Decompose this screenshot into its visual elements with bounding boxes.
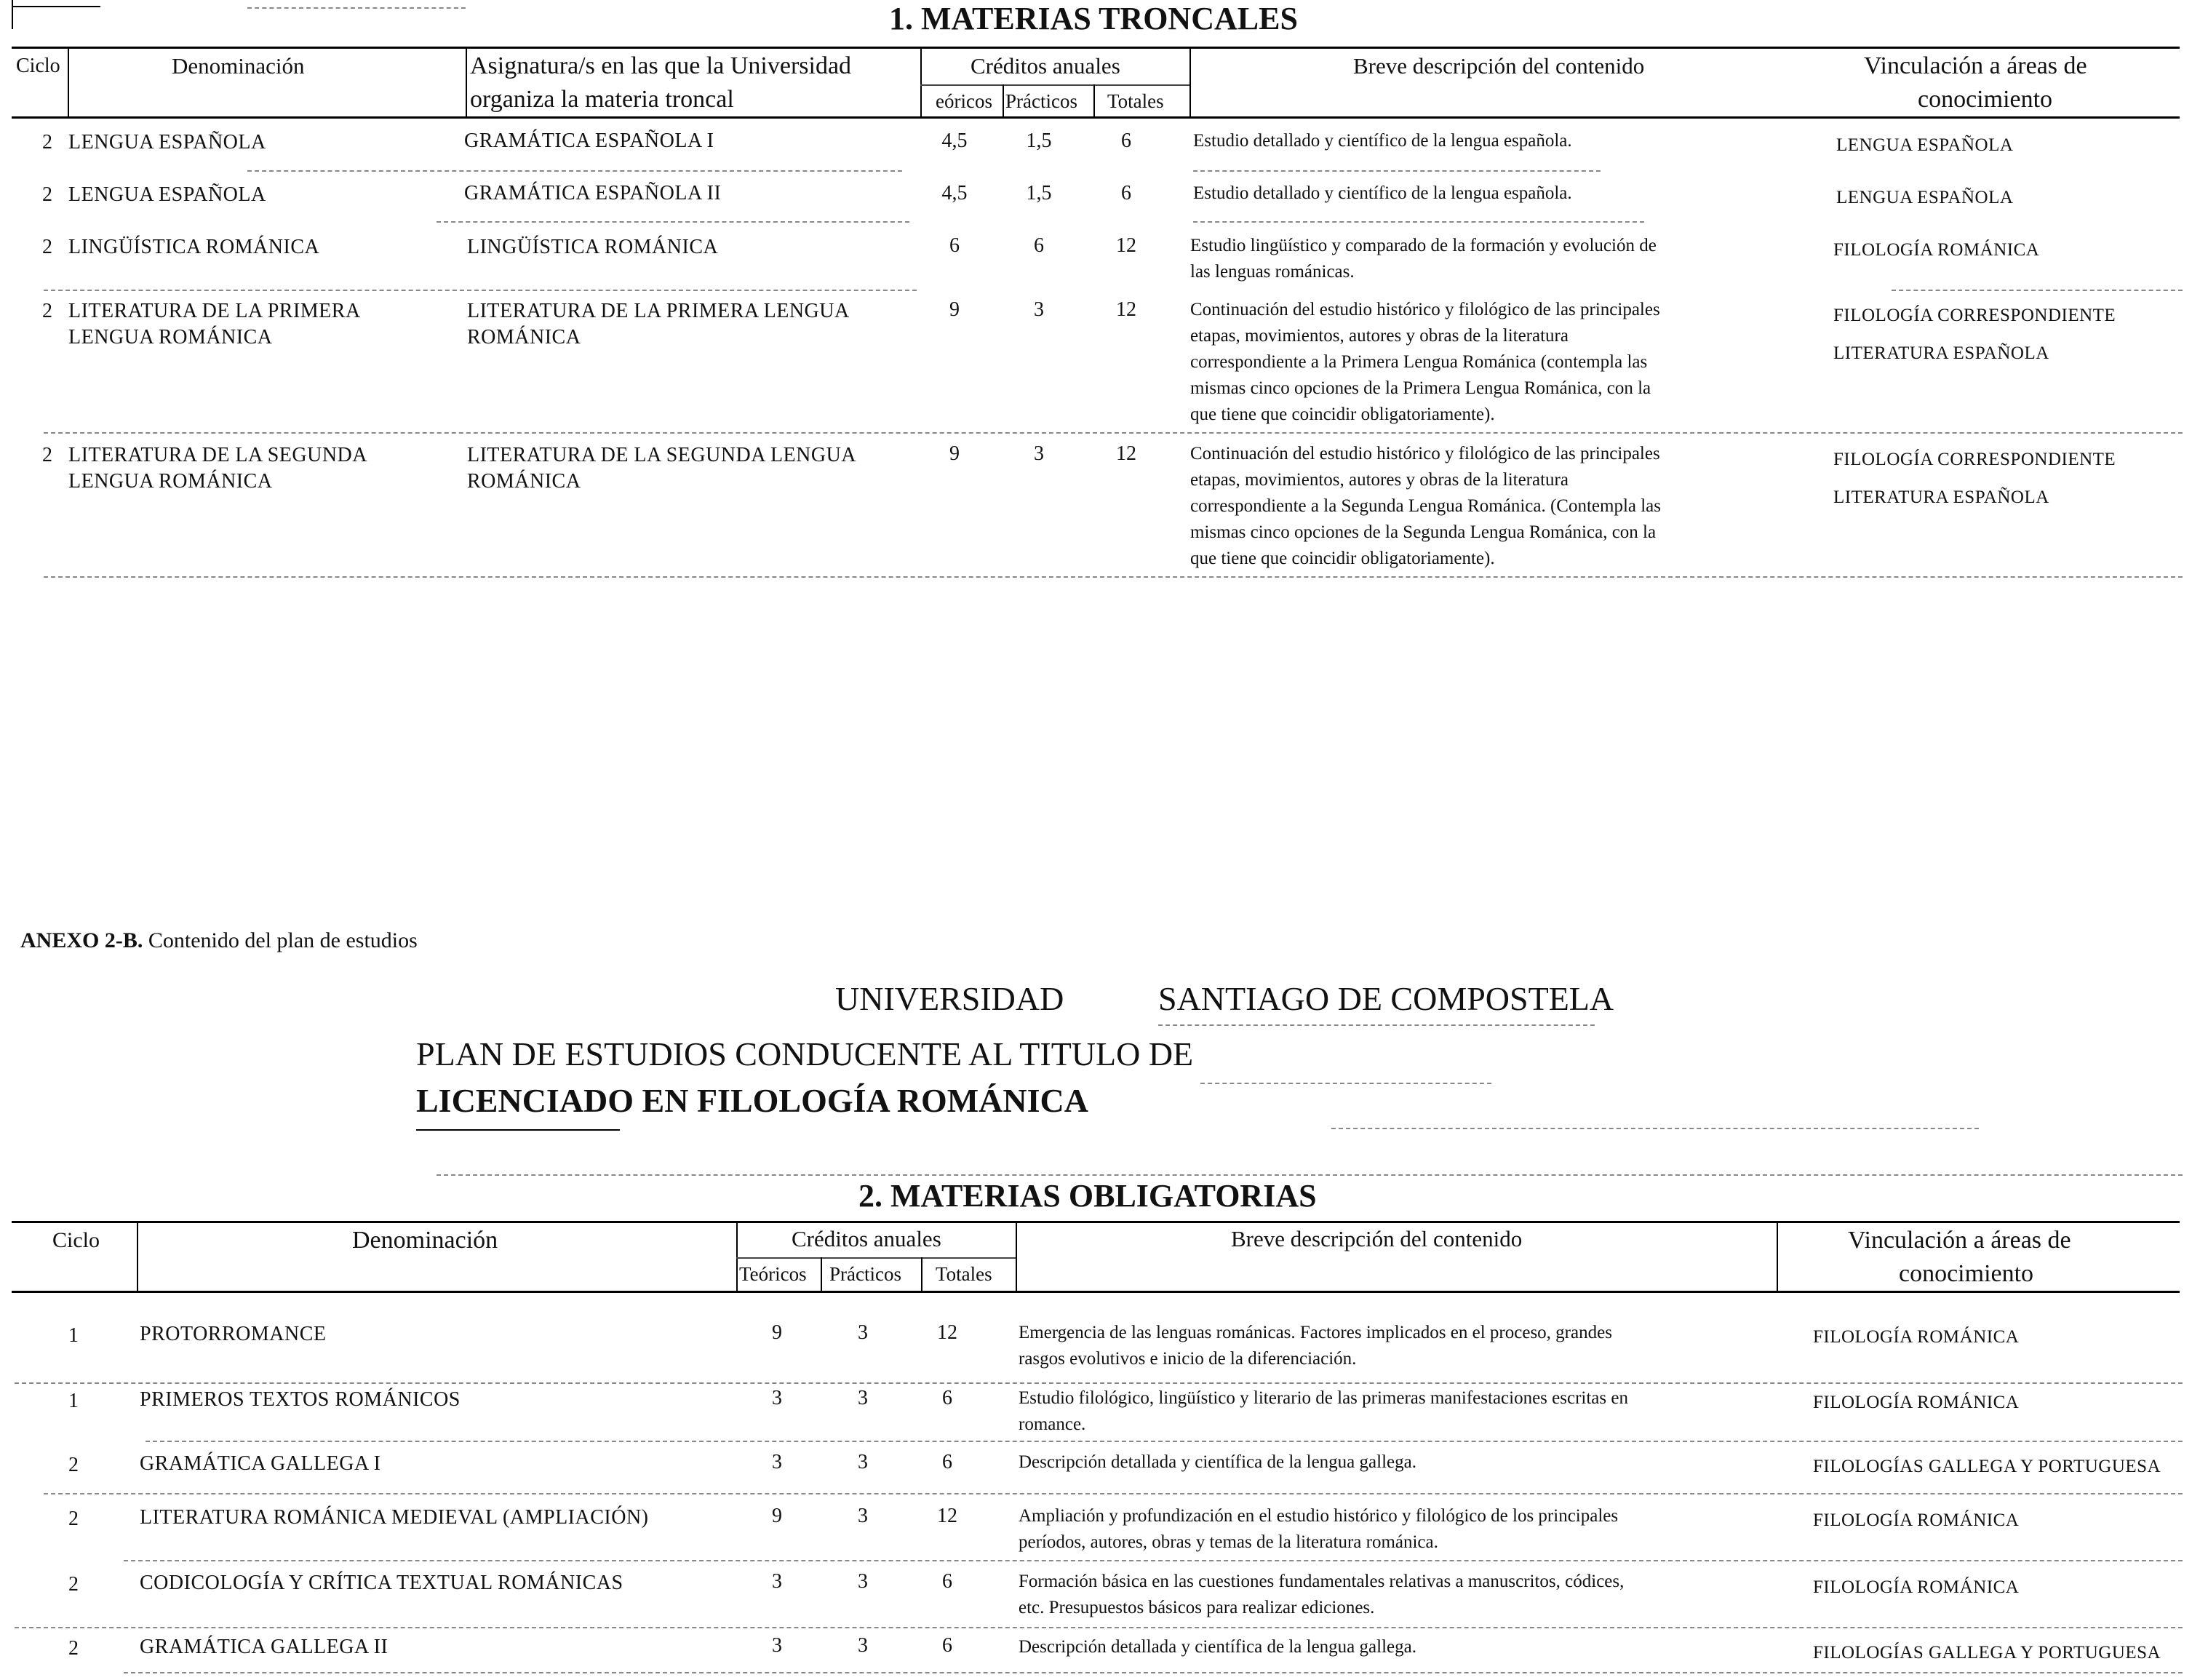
- header-creditos: Créditos anuales: [971, 53, 1120, 79]
- troncales-col-sep: [1093, 84, 1095, 118]
- row-separator: [1193, 221, 1644, 223]
- row-teoricos: 3: [772, 1634, 782, 1657]
- row-descripcion: Emergencia de las lenguas románicas. Factores implicados en el proceso, grandes rasgos evolutivos e inicio de la diferenciación.: [1019, 1323, 1612, 1369]
- row-practicos: 3: [858, 1451, 868, 1473]
- obligatorias-header-top-rule: [12, 1221, 2180, 1223]
- row-denominacion: LITERATURA ROMÁNICA MEDIEVAL (AMPLIACIÓN): [140, 1506, 649, 1529]
- row-separator: [1193, 170, 1601, 172]
- row-denominacion: GRAMÁTICA GALLEGA I: [140, 1452, 381, 1475]
- row-descripcion: Estudio filológico, lingüístico y literario de las primeras manifestaciones escritas en romance.: [1019, 1388, 1628, 1434]
- troncales-col-sep: [920, 48, 922, 118]
- troncales-col-sep: [1189, 48, 1191, 118]
- row-area: FILOLOGÍA ROMÁNICA: [1813, 1510, 2020, 1530]
- row-separator: [124, 1560, 2183, 1561]
- row-practicos: 3: [858, 1570, 868, 1593]
- row-ciclo: 2: [42, 236, 52, 258]
- row-teoricos: 6: [949, 234, 960, 257]
- row-descripcion: Descripción detallada y científica de la lengua gallega.: [1019, 1637, 1416, 1657]
- row-teoricos: 9: [772, 1505, 782, 1527]
- row-ciclo: 2: [68, 1637, 79, 1660]
- header-totales: Totales: [936, 1263, 992, 1285]
- row-separator: [15, 1627, 2183, 1628]
- row-area: FILOLOGÍA CORRESPONDIENTE: [1833, 450, 2116, 469]
- universidad-underline: [1158, 1024, 1595, 1026]
- row-totales: 12: [937, 1321, 957, 1344]
- row-totales: 6: [1121, 130, 1131, 152]
- anexo-label: ANEXO 2-B.: [20, 928, 143, 952]
- row-separator: [437, 221, 909, 223]
- row-asignatura: GRAMÁTICA ESPAÑOLA I: [464, 130, 714, 152]
- plan-degree: LICENCIADO EN FILOLOGÍA ROMÁNICA: [416, 1082, 1088, 1119]
- row-totales: 6: [942, 1387, 952, 1409]
- row-denominacion: CODICOLOGÍA Y CRÍTICA TEXTUAL ROMÁNICAS: [140, 1572, 623, 1594]
- troncales-header-bottom-rule: [12, 116, 2180, 119]
- header-asignatura: Asignatura/s en las que la Universidad: [470, 52, 852, 79]
- header-descripcion: Breve descripción del contenido: [1353, 53, 1645, 79]
- row-separator: [15, 1382, 2183, 1384]
- row-separator: [44, 290, 917, 291]
- row-teoricos: 9: [949, 298, 960, 321]
- row-practicos: 3: [858, 1505, 868, 1527]
- row-descripcion: Ampliación y profundización en el estudio histórico y filológico de los principales períodos, autores, obras y temas de la literatura románica.: [1019, 1506, 1619, 1552]
- row-separator: [44, 1493, 2183, 1494]
- row-teoricos: 3: [772, 1570, 782, 1593]
- row-area: FILOLOGÍA ROMÁNICA: [1813, 1393, 2020, 1412]
- row-asignatura: LINGÜÍSTICA ROMÁNICA: [467, 236, 719, 258]
- obligatorias-col-sep: [921, 1257, 922, 1292]
- row-practicos: 1,5: [1026, 130, 1052, 152]
- row-totales: 12: [1116, 442, 1136, 465]
- header-teoricos: eóricos: [936, 90, 992, 112]
- row-descripcion: Continuación del estudio histórico y filológico de las principales etapas, movimientos, autores y obras de la literatura correspondiente a la Primera Lengua Románica (contempla las mismas cinco opciones de la Primera Lengua Románica, con la que tiene que coincidir obligatoriamente).: [1190, 300, 1660, 424]
- obligatorias-col-sep: [1777, 1222, 1778, 1292]
- left-tick: [12, 0, 13, 29]
- row-ciclo: 2: [68, 1454, 79, 1476]
- header-practicos: Prácticos: [1005, 90, 1077, 112]
- row-teoricos: 3: [772, 1387, 782, 1409]
- row-denominacion: PRIMEROS TEXTOS ROMÁNICOS: [140, 1388, 461, 1411]
- row-ciclo: 2: [68, 1573, 79, 1596]
- row-area-secondary: LITERATURA ESPAÑOLA: [1833, 487, 2049, 507]
- row-practicos: 3: [1034, 442, 1044, 465]
- row-descripcion: Estudio detallado y científico de la lengua española.: [1193, 131, 1572, 151]
- anexo-text: Contenido del plan de estudios: [148, 928, 418, 952]
- troncales-col-sep: [466, 48, 467, 118]
- row-denominacion: LENGUA ESPAÑOLA: [68, 183, 266, 206]
- row-teoricos: 4,5: [941, 182, 968, 204]
- anexo-line: [20, 928, 418, 953]
- row-denominacion: GRAMÁTICA GALLEGA II: [140, 1636, 388, 1658]
- row-asignatura: LITERATURA DE LA PRIMERA LENGUA ROMÁNICA: [467, 300, 850, 349]
- obligatorias-creditos-sub-rule: [736, 1257, 1016, 1259]
- troncales-col-sep: [68, 48, 69, 118]
- row-separator: [44, 576, 2183, 578]
- row-area: LENGUA ESPAÑOLA: [1836, 135, 2014, 155]
- row-separator: [124, 1672, 2183, 1673]
- row-asignatura: GRAMÁTICA ESPAÑOLA II: [464, 182, 722, 204]
- row-ciclo: 1: [68, 1390, 79, 1412]
- header-teoricos: Teóricos: [739, 1263, 807, 1285]
- plan-title: PLAN DE ESTUDIOS CONDUCENTE AL TITULO DE: [416, 1035, 1194, 1072]
- plan-underline-mid: [1200, 1083, 1491, 1084]
- header-practicos: Prácticos: [829, 1263, 901, 1285]
- row-area: FILOLOGÍA ROMÁNICA: [1813, 1327, 2020, 1347]
- universidad-name: SANTIAGO DE COMPOSTELA: [1158, 980, 1614, 1017]
- row-totales: 6: [1121, 182, 1131, 204]
- row-totales: 12: [937, 1505, 957, 1527]
- row-ciclo: 2: [42, 183, 52, 206]
- row-area: FILOLOGÍAS GALLEGA Y PORTUGUESA: [1813, 1643, 2161, 1663]
- troncales-title: 1. MATERIAS TRONCALES: [889, 1, 1298, 36]
- row-area: FILOLOGÍA ROMÁNICA: [1813, 1577, 2020, 1597]
- obligatorias-top-dash: [437, 1174, 2183, 1176]
- row-denominacion: LITERATURA DE LA PRIMERA LENGUA ROMÁNICA: [68, 300, 361, 349]
- row-teoricos: 3: [772, 1451, 782, 1473]
- top-dash: [247, 7, 466, 9]
- row-area: LENGUA ESPAÑOLA: [1836, 188, 2014, 207]
- row-descripcion: Continuación del estudio histórico y filológico de las principales etapas, movimientos, autores y obras de la literatura correspondiente a la Segunda Lengua Románica. (Contempla las mismas cinco opciones de la Segunda Lengua Románica, con la que tiene que coincidir obligatoriamente).: [1190, 444, 1662, 568]
- row-teoricos: 4,5: [941, 130, 968, 152]
- row-teoricos: 9: [949, 442, 960, 465]
- row-denominacion: LENGUA ESPAÑOLA: [68, 131, 266, 154]
- row-ciclo: 2: [42, 300, 52, 322]
- header-vinculacion: Vinculación a áreas de: [1848, 1227, 2071, 1254]
- top-rule-left: [13, 6, 100, 7]
- row-separator: [146, 1441, 2183, 1442]
- row-asignatura: LITERATURA DE LA SEGUNDA LENGUA ROMÁNICA: [467, 444, 857, 493]
- troncales-header-top-rule: [12, 47, 2180, 49]
- header-ciclo: Ciclo: [52, 1228, 100, 1252]
- obligatorias-col-sep: [1016, 1222, 1017, 1292]
- row-totales: 6: [942, 1570, 952, 1593]
- header-asignatura-2: organiza la materia troncal: [470, 86, 734, 113]
- row-totales: 6: [942, 1451, 952, 1473]
- universidad-label: UNIVERSIDAD: [835, 980, 1064, 1017]
- row-practicos: 3: [1034, 298, 1044, 321]
- row-descripcion: Estudio detallado y científico de la lengua española.: [1193, 183, 1572, 203]
- header-creditos: Créditos anuales: [792, 1226, 941, 1251]
- row-practicos: 6: [1034, 234, 1044, 257]
- row-descripcion: Estudio lingüístico y comparado de la formación y evolución de las lenguas románicas.: [1190, 236, 1657, 282]
- obligatorias-col-sep: [821, 1257, 822, 1292]
- row-denominacion: PROTORROMANCE: [140, 1323, 327, 1345]
- header-denominacion: Denominación: [172, 53, 305, 79]
- row-practicos: 3: [858, 1634, 868, 1657]
- row-denominacion: LINGÜÍSTICA ROMÁNICA: [68, 236, 320, 258]
- row-descripcion: Descripción detallada y científica de la lengua gallega.: [1019, 1452, 1416, 1472]
- header-vinculacion-2: conocimiento: [1899, 1260, 2034, 1287]
- row-ciclo: 2: [42, 131, 52, 154]
- troncales-col-sep: [1003, 84, 1004, 118]
- row-separator: [247, 170, 902, 172]
- row-descripcion: Formación básica en las cuestiones fundamentales relativas a manuscritos, códices, etc. Presupuestos básicos para realizar ediciones.: [1019, 1572, 1625, 1617]
- row-practicos: 3: [858, 1321, 868, 1344]
- row-teoricos: 9: [772, 1321, 782, 1344]
- row-practicos: 3: [858, 1387, 868, 1409]
- row-separator: [1892, 290, 2183, 291]
- row-ciclo: 1: [68, 1324, 79, 1347]
- row-ciclo: 2: [42, 444, 52, 466]
- row-totales: 12: [1116, 234, 1136, 257]
- plan-underline: [416, 1129, 620, 1131]
- header-denominacion: Denominación: [352, 1227, 498, 1254]
- troncales-creditos-sub-rule: [920, 84, 1189, 86]
- header-vinculacion-2: conocimiento: [1918, 86, 2053, 113]
- row-area: FILOLOGÍA CORRESPONDIENTE: [1833, 306, 2116, 325]
- obligatorias-col-sep: [137, 1222, 138, 1292]
- plan-underline-right: [1331, 1128, 1979, 1129]
- row-area-secondary: LITERATURA ESPAÑOLA: [1833, 343, 2049, 363]
- row-totales: 6: [942, 1634, 952, 1657]
- header-ciclo: Ciclo: [16, 55, 60, 77]
- row-area: FILOLOGÍAS GALLEGA Y PORTUGUESA: [1813, 1457, 2161, 1476]
- obligatorias-title: 2. MATERIAS OBLIGATORIAS: [858, 1178, 1317, 1214]
- header-descripcion: Breve descripción del contenido: [1231, 1226, 1523, 1251]
- header-totales: Totales: [1107, 90, 1164, 112]
- header-vinculacion: Vinculación a áreas de: [1864, 52, 2087, 79]
- row-totales: 12: [1116, 298, 1136, 321]
- row-ciclo: 2: [68, 1508, 79, 1530]
- row-denominacion: LITERATURA DE LA SEGUNDA LENGUA ROMÁNICA: [68, 444, 367, 493]
- obligatorias-header-bottom-rule: [12, 1291, 2180, 1293]
- row-practicos: 1,5: [1026, 182, 1052, 204]
- row-separator: [44, 432, 2183, 434]
- row-area: FILOLOGÍA ROMÁNICA: [1833, 240, 2040, 260]
